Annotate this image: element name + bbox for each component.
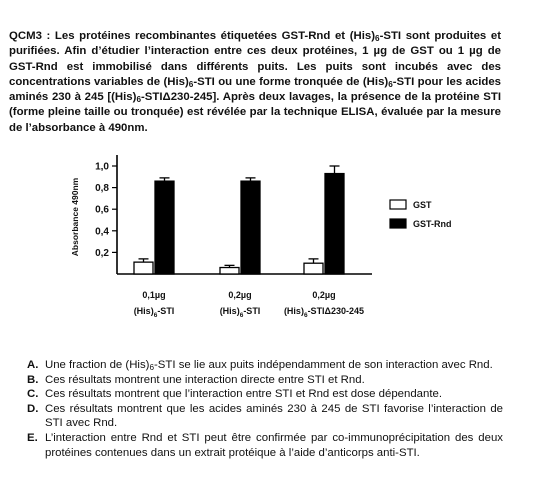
y-tick-label: 0,6	[95, 204, 109, 216]
text-run: -STI pour les acides aminés 230 à 245 [(His)	[9, 75, 501, 104]
subscript: 6	[188, 79, 194, 89]
text-run: -STI sont produites et purifiées. Afin d’étudier l’interaction entre ces deux protéines, 1 µg de GST ou 1 µg de GST-Rnd est immobilisé dans différents puits. Les puits sont incubés avec des concentrations variables de (His)	[9, 30, 501, 88]
text-run: (His)	[133, 306, 154, 316]
subscript: 6	[388, 79, 393, 89]
text-run: -STIΔ230-245	[307, 306, 365, 316]
answer-letter: D.	[27, 402, 39, 415]
text-run: -STI ou une forme tronquée de (His)	[193, 75, 389, 88]
subscript: 6	[375, 34, 380, 44]
answer-list	[27, 358, 503, 460]
text-run: Ces résultats montrent que les acides aminés 230 à 245 de STI favorise l’interaction de STI avec Rnd.	[45, 402, 503, 430]
answer-option-d[interactable]	[27, 402, 503, 431]
legend-label-gst-rnd: GST-Rnd	[413, 219, 452, 229]
text-run: Ces résultats montrent que l’interaction entre STI et Rnd est dose dépendante.	[45, 388, 443, 401]
text-run: -STI	[157, 306, 175, 316]
text-run: (His)	[219, 306, 240, 316]
category-label-protein	[134, 306, 175, 319]
subscript: 6	[303, 312, 308, 319]
text-run: Ces résultats montrent une interaction directe entre STI et Rnd.	[45, 373, 365, 386]
bar-gst-rnd-2	[241, 181, 260, 274]
text-run: Une fraction de (His)	[45, 359, 150, 371]
answer-option-e[interactable]	[27, 431, 503, 460]
subscript: 6	[149, 363, 155, 373]
y-axis-label: Absorbance 490nm	[70, 177, 80, 257]
y-tick-label: 0,2	[95, 247, 109, 259]
subscript: 6	[153, 312, 158, 319]
bar-gst-3	[304, 263, 323, 274]
category-label-dose: 0,2µg	[312, 290, 336, 300]
text-run: -STIΔ230-245]. Après deux lavages, la présence de la protéine STI (forme pleine taille ou tronquée) est révélée par la technique ELISA, évaluée par la mesure de l’absorbance à 490nm.	[9, 91, 501, 134]
answer-option-a[interactable]	[27, 358, 503, 373]
bar-gst-rnd-1	[155, 181, 174, 274]
legend-label-gst: GST	[413, 200, 432, 210]
y-tick-label: 1,0	[95, 161, 109, 173]
question-number: QCM3 :	[9, 30, 55, 42]
legend-swatch-gst	[390, 200, 406, 209]
text-run: (His)	[283, 306, 304, 316]
text-run: -STI	[243, 306, 261, 316]
text-run: -STI se lie aux puits indépendamment de son interaction avec Rnd.	[154, 359, 493, 371]
answer-option-c[interactable]	[27, 387, 503, 402]
category-label-dose: 0,2µg	[228, 290, 252, 300]
answer-letter: A.	[27, 359, 39, 371]
subscript: 6	[239, 312, 244, 319]
bar-gst-1	[134, 262, 153, 274]
answer-letter: B.	[27, 373, 39, 386]
category-label-protein	[284, 306, 364, 319]
bar-gst-2	[220, 268, 239, 274]
category-label-protein	[220, 306, 261, 319]
y-tick-label: 0,8	[95, 183, 109, 195]
category-label-dose: 0,1µg	[142, 290, 166, 300]
legend-swatch-gst-rnd	[390, 219, 406, 228]
text-run: Les protéines recombinantes étiquetées GST-Rnd et (His)	[54, 30, 376, 42]
subscript: 6	[136, 95, 141, 105]
y-tick-label: 0,4	[95, 226, 109, 238]
text-run: L’interaction entre Rnd et STI peut être confirmée par co-immunoprécipitation des deux protéines contenues dans un extrait protéique à l’aide d’anticorps anti-STI.	[45, 431, 503, 459]
answer-option-b[interactable]	[27, 373, 503, 388]
answer-letter: C.	[27, 388, 39, 401]
answer-letter: E.	[27, 431, 38, 444]
bar-gst-rnd-3	[325, 174, 344, 274]
